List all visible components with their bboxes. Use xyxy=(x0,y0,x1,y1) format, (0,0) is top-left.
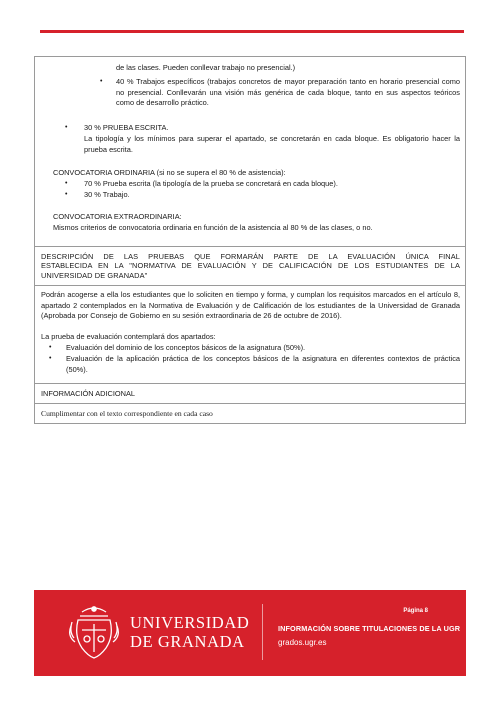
prueba-escrita-title: 30 % PRUEBA ESCRITA. xyxy=(84,123,169,132)
bullet-icon: • xyxy=(65,124,68,131)
evaluation-criteria-box xyxy=(34,56,466,247)
evaluacion-unica-intro: La prueba de evaluación contemplará dos apartados: xyxy=(41,332,216,341)
convocatoria-extraordinaria-text: Mismos criterios de convocatoria ordinaria en función de la asistencia al 80 % de las clases, o no. xyxy=(53,223,373,232)
evaluacion-unica-body xyxy=(34,286,466,384)
continuation-line: de las clases. Pueden conllevar trabajo no presencial.) xyxy=(116,63,296,72)
bullet-icon: • xyxy=(49,355,52,362)
evaluacion-item: Evaluación de la aplicación práctica de los conceptos básicos de la asignatura en diferentes contextos de práctica (50%). xyxy=(66,354,460,374)
bullet-icon: • xyxy=(65,180,68,187)
bullet-icon: • xyxy=(100,78,103,85)
page-footer xyxy=(34,590,466,676)
info-adicional-title: INFORMACIÓN ADICIONAL xyxy=(41,389,136,398)
evaluacion-item: Evaluación del dominio de los conceptos básicos de la asignatura (50%). xyxy=(66,343,306,352)
bullet-icon: • xyxy=(49,344,52,351)
header-red-rule xyxy=(40,30,464,33)
info-adicional-body xyxy=(34,404,466,424)
evaluacion-unica-paragraph: Podrán acogerse a ella los estudiantes que lo soliciten en tiempo y forma, y cumplan los requisitos marcados en el artículo 8, apartado 2 contemplados en la Normativa de Evaluación y de Calificación de los estudiantes de la Universidad de Granada (Aprobada por Consejo de Gobierno en su sesión extraordinaria de 26 de octubre de 2016). xyxy=(41,290,460,321)
section-heading-line: ESTABLECIDA EN LA "NORMATIVA DE EVALUACIÓN Y DE CALIFICACIÓN DE LOS ESTUDIANTES DE LA xyxy=(41,261,460,270)
evaluacion-unica-header xyxy=(34,247,466,286)
university-name-line2: DE GRANADA xyxy=(130,632,245,651)
ugr-crest-icon xyxy=(68,602,120,660)
section-heading-line: UNIVERSIDAD DE GRANADA" xyxy=(41,271,148,280)
section-heading-line: DESCRIPCIÓN DE LAS PRUEBAS QUE FORMARÁN PARTE DE LA EVALUACIÓN ÚNICA FINAL xyxy=(41,252,460,261)
grados-site-link[interactable]: grados.ugr.es xyxy=(278,638,327,647)
university-name-line1: UNIVERSIDAD xyxy=(130,613,250,632)
ordinaria-item: 30 % Trabajo. xyxy=(84,190,130,199)
convocatoria-extraordinaria-heading: CONVOCATORIA EXTRAORDINARIA: xyxy=(53,212,182,221)
ordinaria-item: 70 % Prueba escrita (la tipología de la prueba se concretará en cada bloque). xyxy=(84,179,338,188)
titulaciones-info-title: INFORMACIÓN SOBRE TITULACIONES DE LA UGR xyxy=(278,624,461,633)
prueba-escrita-desc: La tipología y los mínimos para superar el apartado, se concretarán en cada bloque. Es obligatorio hacer la prueba escrita. xyxy=(84,134,460,154)
info-adicional-text: Cumplimentar con el texto correspondiente en cada caso xyxy=(41,409,213,418)
item-trabajos-especificos: 40 % Trabajos específicos (trabajos concretos de mayor preparación tanto en horario presencial como no presencial. Conllevarán una visión más genérica de cada bloque, tanto en sus aspectos teóricos como de desarrollo práctico. xyxy=(116,77,460,108)
page-number: Página 8 xyxy=(403,608,428,614)
footer-divider xyxy=(262,604,263,660)
bullet-icon: • xyxy=(65,191,68,198)
convocatoria-ordinaria-heading: CONVOCATORIA ORDINARIA (si no se supera el 80 % de asistencia): xyxy=(53,168,286,177)
info-adicional-header xyxy=(34,384,466,404)
